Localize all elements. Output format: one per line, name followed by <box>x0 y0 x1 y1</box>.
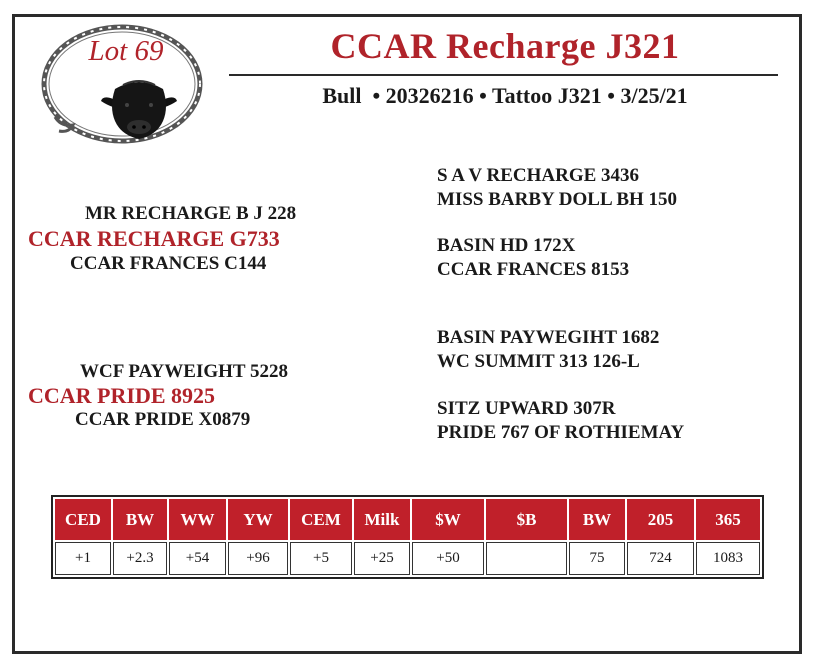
epd-value-205: 724 <box>627 542 694 575</box>
epd-value-row <box>55 542 760 575</box>
epd-header-205: 205 <box>627 499 694 540</box>
epd-value-actual-bw: 75 <box>569 542 625 575</box>
dam-of-sire: CCAR FRANCES C144 <box>70 253 267 274</box>
epd-value-bw: +2.3 <box>113 542 167 575</box>
dam-dam-dam: PRIDE 767 OF ROTHIEMAY <box>437 422 685 443</box>
epd-value-dollar-w: +50 <box>412 542 484 575</box>
lot-card <box>12 14 802 654</box>
sire-of-sire: MR RECHARGE B J 228 <box>85 203 297 224</box>
sire-sire-dam: MISS BARBY DOLL BH 150 <box>437 189 678 210</box>
sire-dam-sire: BASIN HD 172X <box>437 235 576 256</box>
epd-header-yw: YW <box>228 499 288 540</box>
sire-dam-dam: CCAR FRANCES 8153 <box>437 259 630 280</box>
epd-header-dollar-b: $B <box>486 499 567 540</box>
epd-header-bw: BW <box>113 499 167 540</box>
animal-title: CCAR Recharge J321 <box>330 26 680 66</box>
dam-of-dam: CCAR PRIDE X0879 <box>75 409 251 430</box>
epd-value-ced: +1 <box>55 542 111 575</box>
epd-header-row <box>55 499 760 540</box>
bull-head-icon <box>99 77 179 143</box>
sire-name: CCAR RECHARGE G733 <box>28 226 280 251</box>
dam-dam-sire: SITZ UPWARD 307R <box>437 398 616 419</box>
sire-sire-sire: S A V RECHARGE 3436 <box>437 165 640 186</box>
epd-value-cem: +5 <box>290 542 352 575</box>
sire-of-dam: WCF PAYWEIGHT 5228 <box>80 361 288 382</box>
dam-sire-sire: BASIN PAYWEGIHT 1682 <box>437 327 660 348</box>
epd-header-365: 365 <box>696 499 760 540</box>
epd-header-cem: CEM <box>290 499 352 540</box>
epd-header-ww: WW <box>169 499 226 540</box>
epd-value-365: 1083 <box>696 542 760 575</box>
dam-sire-dam: WC SUMMIT 313 126-L <box>437 351 640 372</box>
epd-header-ced: CED <box>55 499 111 540</box>
dam-name: CCAR PRIDE 8925 <box>28 383 215 408</box>
epd-value-milk: +25 <box>354 542 410 575</box>
epd-value-yw: +96 <box>228 542 288 575</box>
title-divider <box>229 74 778 76</box>
epd-value-ww: +54 <box>169 542 226 575</box>
epd-table <box>51 495 764 579</box>
epd-header-milk: Milk <box>354 499 410 540</box>
lot-label: Lot 69 <box>88 35 164 67</box>
epd-header-dollar-w: $W <box>412 499 484 540</box>
animal-subtitle: Bull • 20326216 • Tattoo J321 • 3/25/21 <box>322 83 688 108</box>
epd-value-dollar-b <box>486 542 567 575</box>
epd-header-actual-bw: BW <box>569 499 625 540</box>
lot-logo <box>37 17 207 152</box>
